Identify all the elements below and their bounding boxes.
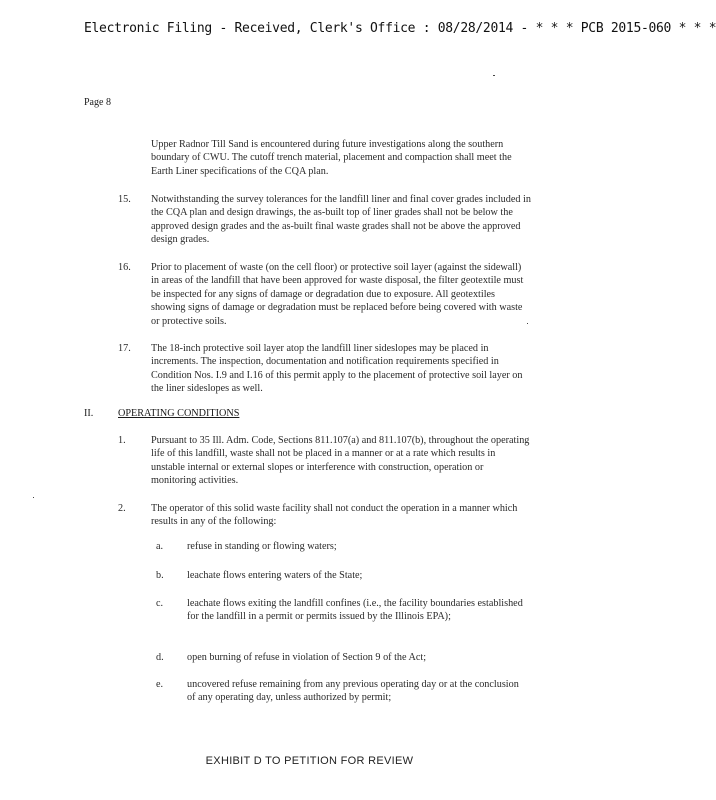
section-title bbox=[118, 407, 239, 420]
section-number: II. bbox=[84, 408, 94, 419]
sub-item-text-c: leachate flows exiting the landfill confines (i.e., the facility boundaries established for the landfill in a permit or permits issued by the Illinois EPA); bbox=[187, 598, 523, 623]
sub-item-text-a: refuse in standing or flowing waters; bbox=[187, 541, 337, 552]
page-number: Page 8 bbox=[84, 97, 111, 108]
operating-item-text-2: The operator of this solid waste facility shall not conduct the operation in a manner which results in any of the following: bbox=[151, 503, 518, 528]
item-text-16: Prior to placement of waste (on the cell floor) or protective soil layer (against the sidewall) in areas of the landfill that have been approved for waste disposal, the filter geotextile must be inspected for any signs of damage or degradation due to exposure. All geotextiles showing signs of damage or degradation must be replaced before being covered with waste or protective soils. bbox=[151, 262, 524, 327]
sub-item-letter-e: e. bbox=[156, 679, 164, 690]
sub-item-text-b: leachate flows entering waters of the State; bbox=[187, 570, 363, 581]
item-text-15: Notwithstanding the survey tolerances for the landfill liner and final cover grades included in the CQA plan and design drawings, the as-built top of liner grades shall not be below the approved design grades and the as-built final waste grades shall not be above the approved design grades. bbox=[151, 194, 531, 246]
item-number-16: 16. bbox=[118, 262, 131, 273]
sub-item-text-d: open burning of refuse in violation of Section 9 of the Act; bbox=[187, 652, 427, 663]
scan-speck bbox=[527, 323, 528, 324]
exhibit-footer: EXHIBIT D TO PETITION FOR REVIEW bbox=[205, 755, 414, 767]
sub-item-letter-a: a. bbox=[156, 541, 164, 552]
scan-speck bbox=[493, 75, 495, 76]
item-number-15: 15. bbox=[118, 194, 131, 205]
sub-item-letter-d: d. bbox=[156, 652, 164, 663]
sub-item-letter-c: c. bbox=[156, 598, 164, 609]
operating-item-number-1: 1. bbox=[118, 435, 126, 446]
sub-item-text-e: uncovered refuse remaining from any previous operating day or at the conclusion of any operating day, unless authorized by permit; bbox=[187, 679, 519, 704]
sub-item-letter-b: b. bbox=[156, 570, 164, 581]
scan-speck bbox=[33, 497, 34, 498]
item-number-17: 17. bbox=[118, 343, 131, 354]
section-title-text: OPERATING CONDITIONS bbox=[118, 408, 240, 419]
operating-item-number-2: 2. bbox=[118, 503, 126, 514]
item-text-17: The 18-inch protective soil layer atop the landfill liner sideslopes may be placed in increments. The inspection, documentation and notification requirements specified in Condition Nos. I.9 and I.16 of this permit apply to the placement of protective soil layer on the liner sideslopes as well. bbox=[151, 343, 523, 395]
filing-stamp-header: Electronic Filing - Received, Clerk's Office : 08/28/2014 - * * * PCB 2015-060 * * * bbox=[84, 21, 716, 36]
operating-item-text-1: Pursuant to 35 Ill. Adm. Code, Sections 811.107(a) and 811.107(b), throughout the operating life of this landfill, waste shall not be placed in a manner or at a rate which results in unstable internal or external slopes or interference with construction, operation or monitoring activities. bbox=[151, 435, 530, 487]
continuation-paragraph: Upper Radnor Till Sand is encountered during future investigations along the southern boundary of CWU. The cutoff trench material, placement and compaction shall meet the Earth Liner specifications of the CQA plan. bbox=[151, 139, 512, 177]
